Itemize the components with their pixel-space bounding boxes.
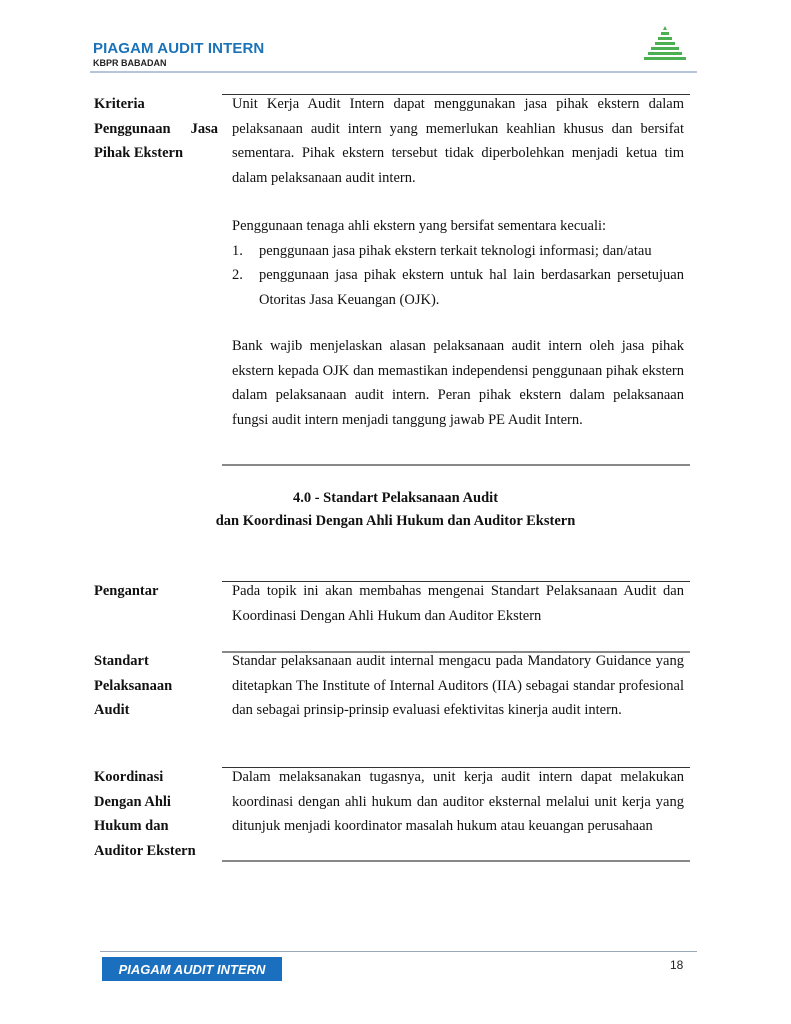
list-text: penggunaan jasa pihak ekstern untuk hal lain berdasarkan persetujuan Otoritas Jasa Keuangan (OJK). (259, 267, 684, 308)
header-divider (90, 71, 697, 73)
row-body-kriteria (232, 92, 684, 432)
label-line: Kriteria (94, 96, 145, 112)
row-bottom-rule (222, 464, 690, 466)
chapter-title-line2: dan Koordinasi Dengan Ahli Hukum dan Auditor Ekstern (215, 513, 576, 529)
label-line: Hukum dan (94, 818, 169, 834)
list-text: penggunaan jasa pihak ekstern terkait teknologi informasi; dan/atau (259, 242, 652, 259)
row-label-koordinasi (94, 765, 196, 863)
label-line: Pihak Ekstern (94, 145, 184, 161)
paragraph: Unit Kerja Audit Intern dapat menggunakan jasa pihak ekstern dalam pelaksanaan audit intern yang memerlukan keahlian khusus dan bersifat sementara. Pihak ekstern tersebut tidak diperbolehkan menjadi ketua tim dalam pelaksanaan audit intern. (232, 96, 684, 186)
footer-divider (100, 951, 697, 952)
label-line: Dengan Ahli (94, 793, 171, 810)
row-body-pengantar: Pada topik ini akan membahas mengenai Standart Pelaksanaan Audit dan Koordinasi Dengan Ahli Hukum dan Auditor Ekstern (232, 583, 684, 624)
list-item (232, 263, 684, 312)
label-line: Audit (94, 702, 130, 718)
paragraph: Bank wajib menjelaskan alasan pelaksanaan audit intern oleh jasa pihak ekstern kepada OJK dan memastikan independensi penggunaan pihak ekstern dalam pelaksanaan audit intern. Peran pihak ekstern dalam pelaksanaan fungsi audit intern menjadi tanggung jawab PE Audit Intern. (232, 338, 684, 428)
exception-list (232, 239, 684, 313)
document-header-title: PIAGAM AUDIT INTERN (93, 40, 265, 57)
list-number: 1. (232, 242, 243, 259)
list-item (232, 239, 684, 264)
row-label-pengantar (94, 579, 158, 604)
footer-document-badge: PIAGAM AUDIT INTERN (102, 957, 282, 981)
row-bottom-rule (222, 860, 690, 862)
row-body-standart: Standar pelaksanaan audit internal mengacu pada Mandatory Guidance yang ditetapkan The Institute of Internal Auditors (IIA) sebagai standar profesional dan sebagai prinsip-prinsip evaluasi efektivitas kinerja audit intern. (232, 653, 684, 718)
row-label-standart (94, 649, 172, 723)
row-label-kriteria (94, 92, 218, 166)
label-line: Auditor Ekstern (94, 842, 196, 859)
paragraph: Penggunaan tenaga ahli ekstern yang bersifat sementara kecuali: (232, 218, 607, 234)
document-header-subtitle: KBPR BABADAN (93, 58, 167, 68)
green-pyramid-logo-icon (640, 24, 690, 64)
label-line: Pengantar (94, 583, 159, 599)
list-number: 2. (232, 267, 243, 283)
label-line: Penggunaan Jasa (94, 120, 218, 137)
chapter-title-line1: 4.0 - Standart Pelaksanaan Audit (292, 490, 499, 506)
label-line: Pelaksanaan (94, 677, 173, 694)
label-line: Standart (94, 653, 149, 669)
label-line: Koordinasi (94, 769, 164, 785)
page-number: 18 (670, 958, 684, 972)
row-body-koordinasi: Dalam melaksanakan tugasnya, unit kerja audit intern dapat melakukan koordinasi dengan ahli hukum dan auditor eksternal melalui unit kerja yang ditunjuk menjadi koordinator masalah hukum atau keuangan perusahaan (232, 769, 684, 834)
